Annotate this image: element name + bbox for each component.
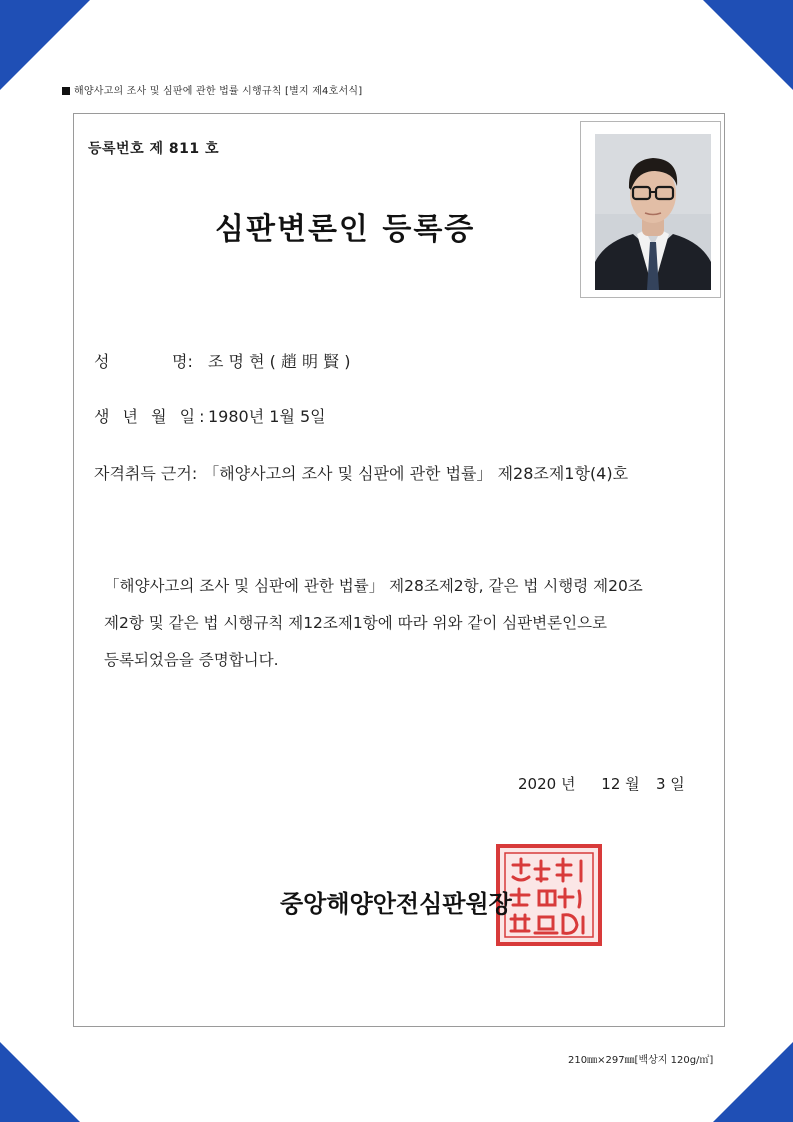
issuer-name: 중앙해양안전심판원장 — [280, 890, 512, 918]
issue-date-year: 2020 년 — [518, 775, 576, 793]
statement-line: 제2항 및 같은 법 시행규칙 제12조제1항에 따라 위와 같이 심판변론인으로 — [104, 614, 608, 632]
paper-specification: 210㎜×297㎜[백상지 120g/㎡] — [568, 1055, 714, 1066]
issue-date — [518, 773, 687, 794]
square-bullet-icon — [62, 87, 70, 95]
statement-line: 「해양사고의 조사 및 심판에 관한 법률」 제28조제2항, 같은 법 시행령 제20조 — [104, 577, 643, 595]
corner-decoration-top-right — [703, 0, 793, 90]
id-photo — [595, 134, 711, 290]
field-birth-date-value: 1980년 1월 5일 — [208, 407, 326, 426]
corner-decoration-top-left — [0, 0, 90, 90]
field-qualification-basis-value: 「해양사고의 조사 및 심판에 관한 법률」 제28조제1항(4)호 — [203, 464, 629, 483]
field-birth-date-label: 생 년 월 일: — [94, 407, 209, 426]
field-name-value: 조 명 현 ( 趙 明 賢 ) — [208, 352, 351, 371]
field-name-label: 성 명: — [94, 352, 193, 371]
photo-frame — [580, 121, 721, 298]
corner-decoration-bottom-right — [713, 1042, 793, 1122]
registration-number: 등록번호 제 811 호 — [88, 141, 219, 157]
certification-statement — [104, 568, 704, 679]
field-name — [94, 349, 350, 372]
issue-date-day: 3 일 — [655, 775, 685, 793]
statement-line: 등록되었음을 증명합니다. — [104, 651, 279, 669]
form-caption: 해양사고의 조사 및 심판에 관한 법률 시행규칙 [별지 제4호서식] — [62, 82, 362, 97]
document-title: 심판변론인 등록증 — [215, 212, 476, 247]
field-qualification-basis-label: 자격취득 근거: — [94, 464, 198, 483]
issue-date-month: 12 월 — [601, 775, 640, 793]
corner-decoration-bottom-left — [0, 1042, 80, 1122]
field-birth-date — [94, 404, 326, 427]
portrait-image — [595, 134, 711, 290]
field-qualification-basis — [94, 461, 628, 484]
